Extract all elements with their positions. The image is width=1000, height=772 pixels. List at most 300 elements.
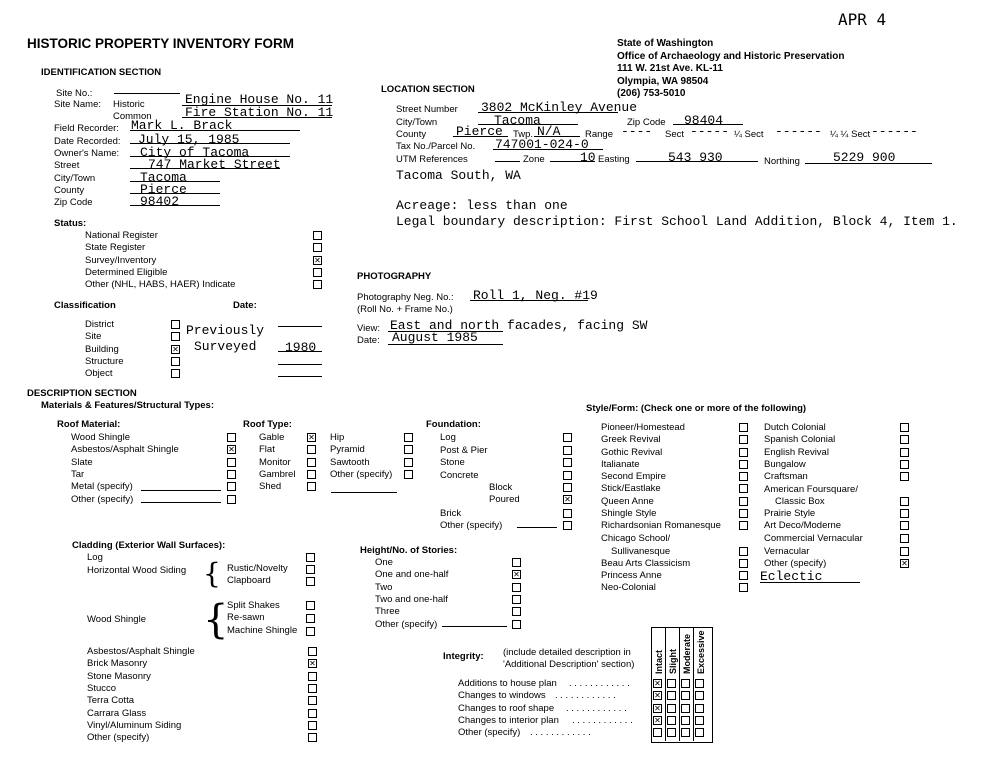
style-checkbox[interactable] [739, 423, 748, 432]
style-checkbox[interactable] [739, 521, 748, 530]
foundation-item: Other (specify) [440, 520, 503, 531]
height-checkbox[interactable] [512, 583, 521, 592]
integrity-checkbox[interactable] [667, 679, 676, 688]
neg-no-label: Photography Neg. No.: [357, 292, 454, 303]
foundation-checkbox[interactable] [563, 521, 572, 530]
style-checkbox[interactable] [739, 571, 748, 580]
foundation-checkbox[interactable] [563, 433, 572, 442]
roof-type-item: Pyramid [330, 444, 365, 456]
foundation-checkbox[interactable] [563, 458, 572, 467]
roll-frame-note: (Roll No. + Frame No.) [357, 304, 453, 315]
roof-material-item: Slate [71, 456, 93, 468]
cladding-item: Split Shakes [227, 600, 280, 611]
integrity-column-header: Moderate [682, 633, 692, 674]
location-zip-label: Zip Code [627, 117, 666, 128]
style-checkbox[interactable] [900, 559, 909, 568]
height-item: Other (specify) [375, 618, 438, 630]
style-checkbox[interactable] [900, 435, 909, 444]
style-checkbox[interactable] [739, 547, 748, 556]
range-label: Range [585, 129, 613, 140]
height-checkbox[interactable] [512, 595, 521, 604]
status-item-label: State Register [85, 242, 146, 254]
roof-type-item: Flat [259, 444, 275, 456]
street-value: 747 Market Street [148, 157, 281, 172]
classification-item-label: District [85, 319, 115, 330]
cladding-brace: { [203, 597, 229, 643]
classification-checkbox[interactable] [171, 332, 180, 341]
roof-material-checkbox[interactable] [227, 433, 236, 442]
height-item: Two [375, 581, 393, 593]
zip-line [130, 205, 220, 206]
county-label: County [54, 185, 85, 196]
integrity-checkbox[interactable] [681, 704, 690, 713]
roof-type-checkbox[interactable] [307, 458, 316, 467]
roof-material-item: Asbestos/Asphalt Shingle [71, 444, 179, 456]
roof-type-item: Other (specify) [330, 468, 393, 480]
style-checkbox[interactable] [900, 472, 909, 481]
roof-type-item: Shed [259, 481, 282, 493]
style-checkbox[interactable] [739, 448, 748, 457]
cladding-checkbox[interactable] [308, 721, 317, 730]
style-checkbox[interactable] [739, 497, 748, 506]
cladding-item: Stone Masonry [87, 670, 151, 682]
foundation-item: Brick [440, 508, 462, 519]
photo-date-label: Date: [357, 335, 380, 346]
cladding-checkbox[interactable] [308, 684, 317, 693]
roof-material-checkbox[interactable] [227, 470, 236, 479]
cladding-item: Asbestos/Asphalt Shingle [87, 646, 195, 657]
owners-name-label: Owner's Name: [54, 148, 120, 159]
status-label: Status: [54, 218, 87, 229]
integrity-row-label: Changes to windows [458, 690, 546, 702]
location-city-value: Tacoma [494, 113, 541, 128]
roof-type-checkbox[interactable] [307, 433, 316, 442]
roof-type-label: Roof Type: [243, 419, 292, 430]
county-value: Pierce [140, 182, 187, 197]
easting-label: Easting [598, 154, 630, 165]
style-checkbox[interactable] [900, 509, 909, 518]
field-recorder-line [130, 130, 300, 131]
height-item: Three [375, 606, 400, 618]
integrity-checkbox[interactable] [681, 691, 690, 700]
previously-surveyed-text: Surveyed [194, 339, 257, 354]
description-section-title: DESCRIPTION SECTION [27, 388, 137, 399]
cladding-item: Vinyl/Aluminum Siding [87, 719, 182, 731]
foundation-item: Poured [489, 494, 520, 505]
metal-specify-line [141, 490, 221, 491]
classification-item-label: Structure [85, 355, 124, 367]
zip-label: Zip Code [54, 197, 93, 208]
roof-type-checkbox[interactable] [404, 433, 413, 442]
cladding-checkbox[interactable] [308, 659, 317, 668]
integrity-checkbox[interactable] [653, 728, 662, 737]
roof-material-checkbox[interactable] [227, 445, 236, 454]
form-title: HISTORIC PROPERTY INVENTORY FORM [27, 36, 295, 51]
integrity-checkbox[interactable] [695, 728, 704, 737]
acreage-text: Acreage: less than one [396, 198, 568, 213]
style-checkbox[interactable] [900, 547, 909, 556]
classification-item-label: Building [85, 343, 119, 355]
status-item-label: National Register [85, 230, 158, 241]
roof-type-checkbox[interactable] [404, 458, 413, 467]
common-label: Common [113, 111, 152, 122]
sect-label: Sect [665, 129, 685, 140]
style-checkbox[interactable] [739, 484, 748, 493]
northing-value: 5229 900 [833, 150, 896, 165]
integrity-checkbox[interactable] [695, 679, 704, 688]
foundation-item: Log [440, 432, 456, 443]
twp-label: Twp. [513, 129, 534, 140]
integrity-checkbox[interactable] [653, 679, 662, 688]
common-name-value: Fire Station No. 11 [185, 105, 334, 120]
range-value: ---- [621, 124, 653, 139]
cladding-checkbox[interactable] [306, 601, 315, 610]
height-item: One [375, 557, 393, 568]
style-item: Greek Revival [601, 434, 661, 445]
status-checkbox[interactable] [313, 243, 322, 252]
style-item: Prairie Style [764, 508, 816, 519]
historic-name-value: Engine House No. 11 [185, 92, 334, 107]
roof-type-item: Gable [259, 432, 285, 443]
style-checkbox[interactable] [900, 448, 909, 457]
city-label: City/Town [54, 173, 96, 184]
height-checkbox[interactable] [512, 620, 521, 629]
northing-line [805, 163, 932, 164]
easting-value: 543 930 [668, 150, 723, 165]
cladding-checkbox[interactable] [308, 733, 317, 742]
roof-type-other-line [331, 492, 397, 493]
foundation-checkbox[interactable] [563, 446, 572, 455]
quarter-quarter-sect-label: ¼ ¼ Sect [830, 129, 871, 140]
easting-line [636, 161, 758, 162]
status-checkbox[interactable] [313, 268, 322, 277]
quad-name: Tacoma South, WA [396, 168, 521, 183]
utm-label: UTM References [396, 154, 468, 165]
location-county-value: Pierce [456, 124, 503, 139]
roof-type-checkbox[interactable] [307, 482, 316, 491]
date-recorded-label: Date Recorded: [54, 136, 121, 147]
cladding-item: Other (specify) [87, 732, 150, 744]
foundation-label: Foundation: [426, 419, 481, 430]
cladding-checkbox[interactable] [308, 672, 317, 681]
agency-address-line: State of Washington [617, 38, 714, 49]
style-checkbox[interactable] [900, 521, 909, 530]
style-other-line [760, 582, 860, 583]
cladding-item: Terra Cotta [87, 695, 134, 707]
site-no-line [114, 93, 180, 94]
integrity-checkbox[interactable] [653, 691, 662, 700]
height-item: One and one-half [375, 569, 449, 581]
style-checkbox[interactable] [900, 497, 909, 506]
style-item: Second Empire [601, 471, 666, 482]
neg-no-line [470, 300, 588, 301]
foundation-item: Block [489, 482, 513, 493]
roof-material-checkbox[interactable] [227, 458, 236, 467]
date-recorded-line [130, 143, 290, 144]
style-item: American Foursquare/ [764, 484, 858, 495]
classification-date-label: Date: [233, 300, 257, 311]
roof-type-checkbox[interactable] [404, 470, 413, 479]
integrity-checkbox[interactable] [667, 704, 676, 713]
height-checkbox[interactable] [512, 607, 521, 616]
tax-parcel-label: Tax No./Parcel No. [396, 141, 476, 152]
integrity-column-header: Excessive [696, 630, 706, 674]
previously-surveyed-text: Previously [186, 323, 265, 338]
cladding-item: Rustic/Novelty [227, 563, 288, 574]
style-item: Art Deco/Moderne [764, 520, 842, 531]
status-checkbox[interactable] [313, 231, 322, 240]
received-stamp: APR 4 [838, 10, 887, 29]
owners-name-value: City of Tacoma [140, 145, 250, 160]
classification-checkbox[interactable] [171, 369, 180, 378]
cladding-item: Wood Shingle [87, 614, 146, 625]
integrity-label: Integrity: [443, 651, 484, 662]
style-item: Dutch Colonial [764, 422, 826, 433]
style-item: Princess Anne [601, 570, 662, 581]
roof-material-item: Wood Shingle [71, 432, 130, 443]
leader-dots: . . . . . . . . . . . . [555, 690, 616, 702]
location-section-title: LOCATION SECTION [381, 84, 475, 95]
site-name-label: Site Name: [54, 99, 101, 110]
cladding-item: Re-sawn [227, 612, 265, 623]
classification-checkbox[interactable] [171, 320, 180, 329]
style-checkbox[interactable] [739, 460, 748, 469]
twp-value: N/A [537, 124, 561, 139]
status-item-label: Survey/Inventory [85, 254, 157, 266]
style-item: Italianate [601, 459, 640, 470]
style-checkbox[interactable] [739, 509, 748, 518]
classification-item-label: Site [85, 331, 102, 343]
roof-material-item: Other (specify) [71, 493, 134, 505]
street-number-label: Street Number [396, 104, 458, 115]
leader-dots: . . . . . . . . . . . . [566, 702, 627, 714]
style-item: Stick/Eastlake [601, 483, 661, 494]
roof-type-checkbox[interactable] [404, 445, 413, 454]
integrity-checkbox[interactable] [653, 716, 662, 725]
roof-material-item: Metal (specify) [71, 481, 133, 493]
style-checkbox[interactable] [900, 534, 909, 543]
cladding-checkbox[interactable] [306, 627, 315, 636]
integrity-grid-line [693, 627, 694, 741]
style-checkbox[interactable] [900, 460, 909, 469]
view-value: East and north facades, facing SW [390, 318, 648, 333]
foundation-other-line [517, 527, 557, 528]
foundation-item: Concrete [440, 470, 479, 481]
height-item: Two and one-half [375, 593, 448, 605]
site-no-label: Site No.: [56, 88, 93, 99]
integrity-checkbox[interactable] [695, 704, 704, 713]
height-checkbox[interactable] [512, 558, 521, 567]
classification-checkbox[interactable] [171, 345, 180, 354]
style-item: Gothic Revival [601, 447, 663, 458]
roof-type-item: Gambrel [259, 468, 296, 480]
street-label: Street [54, 160, 80, 171]
style-item: Sullivanesque [611, 546, 671, 557]
cladding-checkbox[interactable] [306, 553, 315, 562]
integrity-note: 'Additional Description' section) [503, 659, 635, 670]
integrity-column-header: Intact [654, 649, 664, 674]
previously-line-3 [278, 364, 322, 365]
integrity-checkbox[interactable] [695, 716, 704, 725]
cladding-item: Horizontal Wood Siding [87, 565, 187, 576]
integrity-row-label: Additions to house plan [458, 678, 557, 689]
status-item-label: Determined Eligible [85, 266, 168, 278]
style-item: Commercial Vernacular [764, 533, 863, 544]
previously-line-1 [278, 326, 322, 327]
classification-checkbox[interactable] [171, 357, 180, 366]
integrity-row-label: Changes to roof shape [458, 702, 555, 714]
photo-date-value: August 1985 [392, 330, 478, 345]
roof-material-checkbox[interactable] [227, 495, 236, 504]
cladding-item: Stucco [87, 682, 117, 694]
integrity-checkbox[interactable] [667, 691, 676, 700]
integrity-checkbox[interactable] [653, 704, 662, 713]
integrity-checkbox[interactable] [681, 728, 690, 737]
foundation-checkbox[interactable] [563, 483, 572, 492]
style-item: Neo-Colonial [601, 582, 656, 593]
cladding-checkbox[interactable] [306, 614, 315, 623]
materials-label: Materials & Features/Structural Types: [41, 400, 214, 411]
northing-label: Northing [764, 156, 800, 167]
roof-type-checkbox[interactable] [307, 445, 316, 454]
city-value: Tacoma [140, 170, 187, 185]
status-checkbox[interactable] [313, 280, 322, 289]
quarter-quarter-sect-value: ------ [871, 124, 918, 139]
location-zip-value: 98404 [684, 113, 724, 128]
style-item: Classic Box [775, 496, 825, 507]
roof-other-specify-line [141, 502, 221, 503]
style-item: Pioneer/Homestead [601, 422, 685, 433]
roof-type-item: Sawtooth [330, 456, 370, 468]
field-recorder-label: Field Recorder: [54, 123, 119, 134]
style-form-label: Style/Form: (Check one or more of the following) [586, 403, 807, 414]
sect-value: ----- [690, 124, 730, 139]
photo-date-line [388, 344, 503, 345]
style-item: Chicago School/ [601, 533, 671, 544]
legal-description: Legal boundary description: First School Land Addition, Block 4, Item 1. [396, 214, 958, 229]
date-recorded-value: July 15, 1985 [138, 132, 240, 147]
style-checkbox[interactable] [739, 559, 748, 568]
style-other-value: Eclectic [760, 569, 823, 584]
zone-value: 10 [580, 150, 596, 165]
leader-dots: . . . . . . . . . . . . [572, 714, 633, 726]
cladding-item: Machine Shingle [227, 625, 298, 636]
classification-label: Classification [54, 300, 116, 311]
classification-item-label: Object [85, 368, 113, 380]
roof-type-item: Monitor [259, 456, 291, 468]
field-recorder-value: Mark L. Brack [131, 118, 233, 133]
style-checkbox[interactable] [739, 583, 748, 592]
cladding-item: Log [87, 552, 103, 563]
cladding-item: Carrara Glass [87, 707, 147, 719]
cladding-checkbox[interactable] [306, 577, 315, 586]
integrity-checkbox[interactable] [681, 716, 690, 725]
cladding-item: Clapboard [227, 575, 271, 586]
tax-parcel-value: 747001-024-0 [495, 137, 589, 152]
roof-material-checkbox[interactable] [227, 482, 236, 491]
street-number-value: 3802 McKinley Avenue [481, 100, 638, 115]
integrity-grid-line [665, 627, 666, 741]
street-line [130, 168, 280, 169]
previously-line-2 [278, 351, 322, 352]
quarter-sect-label: ¼ Sect [734, 129, 764, 140]
zone-line [550, 161, 595, 162]
roof-material-label: Roof Material: [57, 419, 121, 430]
roof-material-item: Tar [71, 468, 85, 480]
zone-label: Zone [523, 154, 545, 165]
zip-value: 98402 [140, 194, 180, 209]
quarter-sect-value: ------ [775, 124, 822, 139]
style-checkbox[interactable] [739, 472, 748, 481]
integrity-checkbox[interactable] [695, 691, 704, 700]
photography-section-title: PHOTOGRAPHY [357, 271, 432, 282]
style-checkbox[interactable] [739, 435, 748, 444]
previously-surveyed-year: 1980 [285, 340, 317, 355]
integrity-checkbox[interactable] [667, 716, 676, 725]
agency-address-line: 111 W. 21st Ave. KL-11 [617, 63, 723, 74]
style-item: Craftsman [764, 471, 808, 482]
foundation-item: Stone [440, 457, 465, 468]
cladding-label: Cladding (Exterior Wall Surfaces): [72, 540, 226, 551]
integrity-row-label: Other (specify) [458, 727, 521, 739]
integrity-column-header: Slight [668, 649, 678, 674]
style-item: Shingle Style [601, 508, 657, 519]
cladding-checkbox[interactable] [308, 696, 317, 705]
identification-section-title: IDENTIFICATION SECTION [41, 67, 162, 78]
style-item: Spanish Colonial [764, 434, 836, 445]
leader-dots: . . . . . . . . . . . . [530, 727, 591, 739]
previously-line-4 [278, 376, 322, 377]
integrity-row-label: Changes to interior plan [458, 714, 559, 726]
foundation-checkbox[interactable] [563, 509, 572, 518]
neg-no-value: Roll 1, Neg. #19 [473, 288, 598, 303]
style-item: Queen Anne [601, 496, 654, 507]
roof-type-item: Hip [330, 432, 345, 443]
height-checkbox[interactable] [512, 570, 521, 579]
style-item: Richardsonian Romanesque [601, 520, 721, 531]
historic-label: Historic [113, 99, 145, 110]
foundation-checkbox[interactable] [563, 495, 572, 504]
view-label: View: [357, 323, 381, 334]
height-label: Height/No. of Stories: [360, 545, 458, 556]
cladding-item: Brick Masonry [87, 658, 148, 670]
style-item: Bungalow [764, 459, 806, 470]
status-item-label: Other (NHL, HABS, HAER) Indicate [85, 279, 236, 291]
style-item: Other (specify) [764, 558, 827, 569]
utm-line [495, 161, 520, 162]
style-checkbox[interactable] [900, 423, 909, 432]
location-county-label: County [396, 129, 427, 140]
style-item: Beau Arts Classicism [601, 558, 691, 569]
height-other-line [442, 626, 507, 627]
integrity-checkbox[interactable] [681, 679, 690, 688]
foundation-checkbox[interactable] [563, 471, 572, 480]
location-city-label: City/Town [396, 117, 438, 128]
integrity-checkbox[interactable] [667, 728, 676, 737]
cladding-checkbox[interactable] [306, 565, 315, 574]
agency-address-line: Office of Archaeology and Historic Preservation [617, 50, 845, 62]
roof-type-checkbox[interactable] [307, 470, 316, 479]
agency-address-line: Olympia, WA 98504 [617, 75, 709, 87]
cladding-checkbox[interactable] [308, 647, 317, 656]
status-checkbox[interactable] [313, 256, 322, 265]
agency-address-line: (206) 753-5010 [617, 88, 686, 99]
leader-dots: . . . . . . . . . . . . [569, 678, 630, 689]
style-item: English Revival [764, 447, 829, 458]
foundation-item: Post & Pier [440, 445, 488, 456]
integrity-note: (include detailed description in [503, 647, 631, 658]
cladding-checkbox[interactable] [308, 709, 317, 718]
